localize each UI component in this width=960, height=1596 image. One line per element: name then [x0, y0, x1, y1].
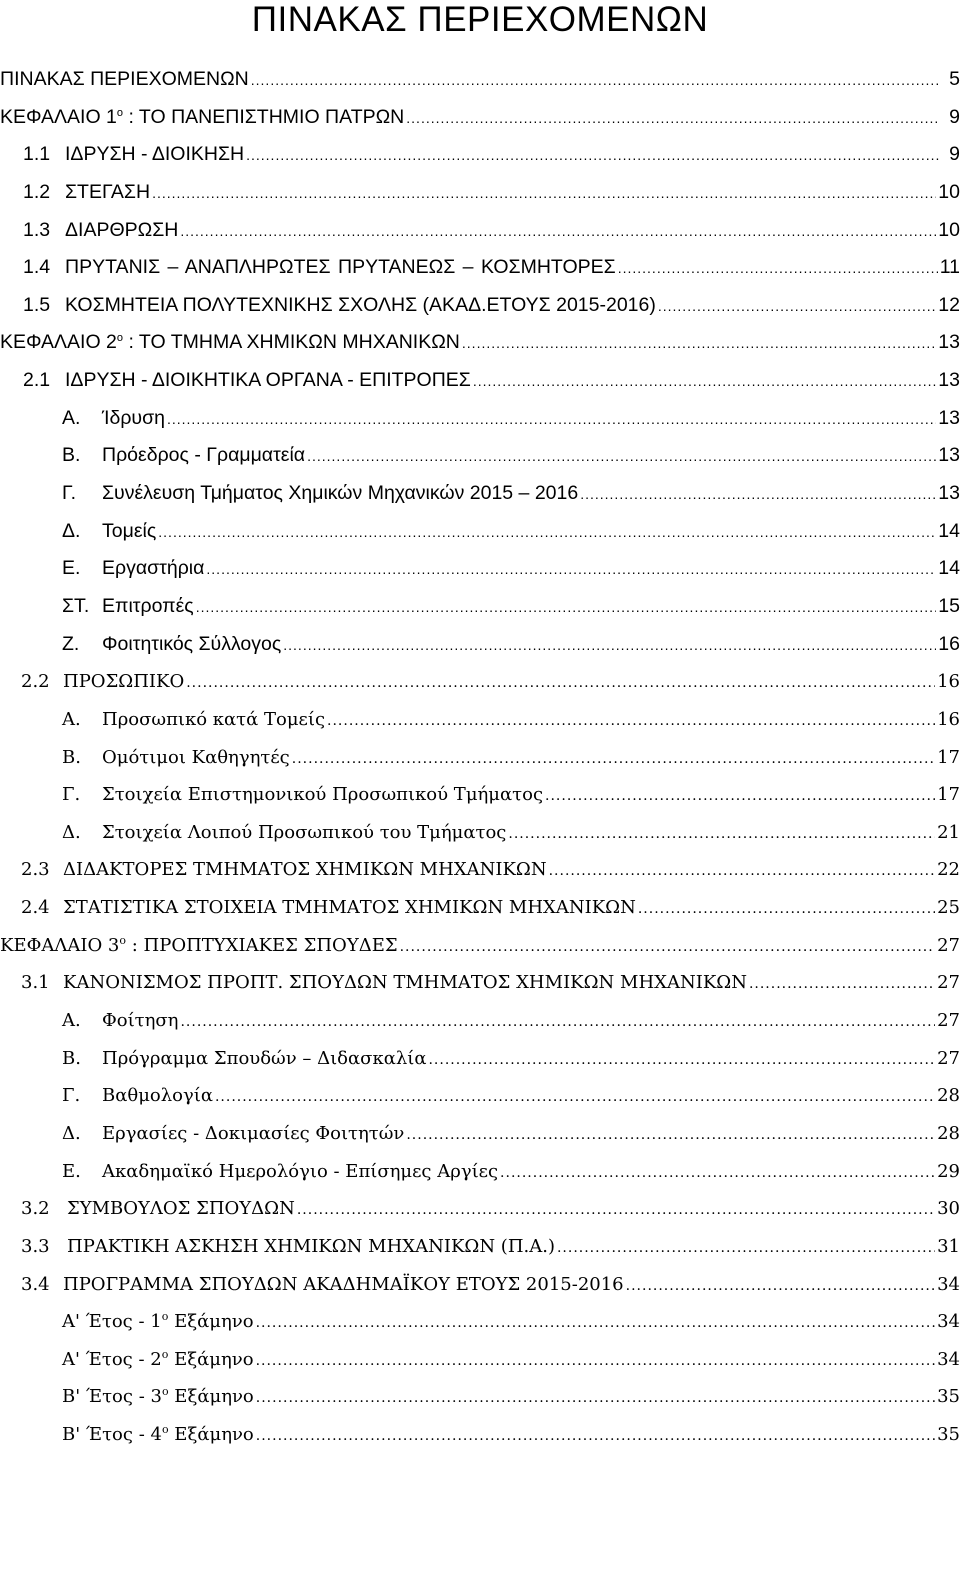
- toc-entry[interactable]: [0, 475, 960, 513]
- toc-entry-label: Α' Έτος - $1^o$ Εξάμηνο: [62, 1310, 254, 1333]
- page-title: ΠΙΝΑΚΑΣ ΠΕΡΙΕΧΟΜΕΝΩΝ: [251, 0, 709, 39]
- toc-entry-number: 2.3: [21, 859, 50, 881]
- toc-entry[interactable]: [0, 1303, 960, 1341]
- leader-dots: [549, 853, 935, 890]
- toc-entry-page: 9: [949, 143, 960, 166]
- toc-entry-page: 5: [949, 68, 960, 90]
- leader-dots: [618, 250, 938, 287]
- toc-entry-page: 27: [937, 1047, 960, 1069]
- leader-dots: [256, 1343, 936, 1380]
- toc-entry-label: Στοιχεία Επιστημονικού Προσωπικού Τμήματος: [102, 784, 544, 806]
- leader-dots: [406, 100, 940, 137]
- toc-entry-number: Ε.: [62, 1160, 81, 1182]
- leader-dots: [297, 1192, 935, 1229]
- toc-entry-label: ΠΡΑΚΤΙΚΗ ΑΣΚΗΣΗ ΧΗΜΙΚΩΝ ΜΗΧΑΝΙΚΩΝ (Π.Α.): [67, 1235, 555, 1257]
- toc-entry-page: 35: [937, 1386, 960, 1408]
- toc-entry[interactable]: [0, 249, 960, 287]
- toc-entry[interactable]: [0, 1040, 960, 1078]
- toc-entry-label: Εργασίες - Δοκιμασίες Φοιτητών: [102, 1122, 405, 1144]
- toc-entry-label: ΚΕΦΑΛΑΙΟ $2^o$ : ΤΟ ΤΜΗΜΑ ΧΗΜΙΚΩΝ ΜΗΧΑΝΙΚΩΝ: [0, 331, 460, 354]
- toc-entry-number: Δ.: [62, 1122, 81, 1144]
- leader-dots: [462, 325, 936, 362]
- toc-entry-number: Α.: [62, 708, 81, 730]
- leader-dots: [180, 1004, 935, 1041]
- leader-dots: [215, 1079, 935, 1116]
- toc-entry[interactable]: [0, 287, 960, 325]
- toc-entry-number: Β.: [62, 1047, 81, 1069]
- toc-entry-page: 17: [937, 784, 960, 806]
- toc-entry-page: 27: [937, 1010, 960, 1032]
- toc-entry-page: 34: [937, 1348, 960, 1370]
- toc-entry-page: 28: [937, 1085, 960, 1107]
- toc-entry-label: ΣΥΜΒΟΥΛΟΣ ΣΠΟΥΔΩΝ: [67, 1198, 295, 1220]
- toc-entry-page: 35: [937, 1424, 960, 1446]
- toc-entry-number: 3.2: [21, 1198, 50, 1220]
- toc-entry-number: Α.: [62, 406, 81, 429]
- toc-entry-page: 10: [938, 180, 960, 203]
- toc-entry-label: Φοιτητικός Σύλλογος: [102, 632, 282, 655]
- toc-entry-number: 2.4: [21, 897, 50, 919]
- toc-entry-page: 13: [938, 331, 960, 354]
- toc-entry[interactable]: [0, 1077, 960, 1115]
- toc-entry[interactable]: [0, 362, 960, 400]
- toc-entry[interactable]: [0, 927, 960, 965]
- toc-entry-number: 3.1: [21, 972, 50, 994]
- toc-list: [0, 61, 960, 1454]
- toc-entry-label: Εργαστήρια: [102, 557, 205, 580]
- toc-entry-label: ΙΔΡΥΣΗ - ΔΙΟΙΚΗΣΗ: [65, 143, 245, 166]
- toc-entry-number: Δ.: [62, 821, 81, 843]
- leader-dots: [500, 1155, 935, 1192]
- toc-entry[interactable]: [0, 1153, 960, 1191]
- leader-dots: [256, 1380, 935, 1417]
- toc-entry[interactable]: [0, 626, 960, 664]
- leader-dots: [327, 703, 935, 740]
- toc-entry-page: 13: [938, 482, 960, 505]
- leader-dots: [292, 741, 935, 778]
- toc-entry-number: ΣΤ.: [62, 594, 90, 617]
- toc-entry-label: Ακαδημαϊκό Ημερολόγιο - Επίσημες Αργίες: [102, 1160, 499, 1182]
- toc-entry-page: 34: [937, 1311, 960, 1333]
- toc-entry-page: 17: [937, 746, 960, 768]
- leader-dots: [251, 62, 940, 99]
- toc-entry-page: 10: [938, 218, 960, 241]
- toc-entry-label: Στοιχεία Λοιπού Προσωπικού του Τμήματος: [102, 821, 507, 843]
- toc-entry-label: ΠΡΥΤΑΝΙΣ – ΑΝΑΠΛΗΡΩΤΕΣ ΠΡΥΤΑΝΕΩΣ – ΚΟΣΜΗΤΟΡΕΣ: [65, 256, 616, 279]
- toc-entry-label: Τομείς: [102, 519, 157, 542]
- leader-dots: [283, 627, 936, 664]
- toc-entry-page: 28: [937, 1122, 960, 1144]
- toc-entry[interactable]: [0, 400, 960, 438]
- toc-entry-page: 27: [937, 972, 960, 994]
- toc-entry[interactable]: [0, 1266, 960, 1304]
- toc-entry[interactable]: [0, 550, 960, 588]
- toc-entry-page: 25: [937, 897, 960, 919]
- toc-entry[interactable]: [0, 513, 960, 551]
- toc-entry[interactable]: [0, 1190, 960, 1228]
- leader-dots: [196, 589, 937, 626]
- leader-dots: [545, 778, 935, 815]
- toc-entry-page: 22: [937, 859, 960, 881]
- toc-entry-label: ΠΡΟΣΩΠΙΚΟ: [63, 671, 185, 693]
- toc-entry-label: Α' Έτος - $2^o$ Εξάμηνο: [62, 1347, 254, 1370]
- leader-dots: [428, 1042, 935, 1079]
- toc-entry-number: Δ.: [62, 519, 81, 542]
- toc-entry-number: Β.: [62, 746, 81, 768]
- toc-entry[interactable]: [0, 964, 960, 1002]
- toc-entry-number: 1.1: [23, 143, 51, 166]
- toc-entry[interactable]: [0, 588, 960, 626]
- toc-entry[interactable]: [0, 701, 960, 739]
- toc-entry-label: ΙΔΡΥΣΗ - ΔΙΟΙΚΗΤΙΚΑ ΟΡΓΑΝΑ - ΕΠΙΤΡΟΠΕΣ: [65, 369, 471, 392]
- toc-entry-number: Γ.: [62, 482, 77, 505]
- toc-entry[interactable]: [0, 324, 960, 362]
- toc-entry-page: 34: [937, 1273, 960, 1295]
- toc-entry-label: ΔΙΔΑΚΤΟΡΕΣ ΤΜΗΜΑΤΟΣ ΧΗΜΙΚΩΝ ΜΗΧΑΝΙΚΩΝ: [63, 859, 547, 881]
- toc-entry-label: ΚΕΦΑΛΑΙΟ $3^o$ : ΠΡΟΠΤΥΧΙΑΚΕΣ ΣΠΟΥΔΕΣ: [0, 933, 398, 956]
- toc-entry-page: 16: [938, 632, 960, 655]
- toc-entry-label: Επιτροπές: [102, 594, 194, 617]
- toc-entry-label: Ομότιμοι Καθηγητές: [102, 746, 290, 768]
- toc-entry-label: Β' Έτος - $4^o$ Εξάμηνο: [62, 1423, 254, 1446]
- leader-dots: [256, 1418, 935, 1455]
- toc-entry-page: 15: [938, 594, 960, 617]
- toc-entry-page: 29: [937, 1160, 960, 1182]
- leader-dots: [186, 665, 935, 702]
- leader-dots: [749, 966, 935, 1003]
- toc-entry-number: Β.: [62, 444, 81, 467]
- toc-entry[interactable]: [0, 851, 960, 889]
- toc-entry[interactable]: [0, 739, 960, 777]
- leader-dots: [152, 175, 936, 212]
- leader-dots: [406, 1117, 935, 1154]
- toc-entry-number: 1.4: [23, 256, 51, 279]
- leader-dots: [246, 137, 940, 174]
- toc-entry-label: ΣΤΕΓΑΣΗ: [65, 180, 151, 203]
- toc-entry[interactable]: [0, 776, 960, 814]
- toc-entry-number: 3.3: [21, 1235, 50, 1257]
- toc-entry-page: 27: [937, 934, 960, 956]
- toc-entry[interactable]: [0, 99, 960, 137]
- toc-entry-label: ΚΑΝΟΝΙΣΜΟΣ ΠΡΟΠΤ. ΣΠΟΥΔΩΝ ΤΜΗΜΑΤΟΣ ΧΗΜΙΚΩΝ ΜΗΧΑΝΙΚΩΝ: [63, 972, 747, 994]
- toc-entry-page: 13: [938, 369, 960, 392]
- leader-dots: [400, 929, 936, 966]
- toc-entry-label: ΣΤΑΤΙΣΤΙΚΑ ΣΤΟΙΧΕΙΑ ΤΜΗΜΑΤΟΣ ΧΗΜΙΚΩΝ ΜΗΧΑΝΙΚΩΝ: [63, 897, 636, 919]
- toc-entry-label: Πρόγραμμα Σπουδών – Διδασκαλία: [102, 1047, 427, 1069]
- toc-entry-page: 14: [938, 519, 960, 542]
- leader-dots: [473, 363, 936, 400]
- leader-dots: [580, 476, 936, 513]
- toc-entry-page: 16: [937, 671, 960, 693]
- toc-entry-number: 1.2: [23, 180, 51, 203]
- leader-dots: [307, 438, 936, 475]
- toc-entry-page: 13: [938, 406, 960, 429]
- toc-entry-page: 12: [938, 293, 960, 316]
- toc-entry-label: Συνέλευση Τμήματος Χημικών Μηχανικών 2015 – 2016: [102, 482, 579, 505]
- toc-entry-label: Ίδρυση: [102, 406, 165, 429]
- toc-entry[interactable]: [0, 212, 960, 250]
- leader-dots: [658, 288, 936, 325]
- toc-entry[interactable]: [0, 1341, 960, 1379]
- toc-entry-label: Β' Έτος - $3^o$ Εξάμηνο: [62, 1385, 254, 1408]
- toc-entry[interactable]: [0, 136, 960, 174]
- toc-entry-number: Α.: [62, 1010, 81, 1032]
- toc-entry-number: Γ.: [62, 784, 81, 806]
- leader-dots: [158, 514, 936, 551]
- toc-entry-page: 21: [937, 821, 960, 843]
- toc-entry[interactable]: [0, 1228, 960, 1266]
- leader-dots: [206, 551, 936, 588]
- toc-entry-page: 16: [937, 708, 960, 730]
- leader-dots: [180, 213, 936, 250]
- toc-entry-number: Γ.: [62, 1085, 81, 1107]
- toc-entry[interactable]: [0, 61, 960, 99]
- toc-entry[interactable]: [0, 437, 960, 475]
- leader-dots: [256, 1305, 936, 1342]
- leader-dots: [557, 1230, 935, 1267]
- toc-entry-label: ΠΙΝΑΚΑΣ ΠΕΡΙΕΧΟΜΕΝΩΝ: [0, 68, 249, 90]
- toc-entry-page: 13: [938, 444, 960, 467]
- toc-entry-page: 30: [937, 1198, 960, 1220]
- toc-entry-label: Βαθμολογία: [102, 1085, 213, 1107]
- leader-dots: [626, 1268, 935, 1305]
- leader-dots: [167, 401, 936, 438]
- toc-entry-label: ΠΡΟΓΡΑΜΜΑ ΣΠΟΥΔΩΝ ΑΚΑΔΗΜΑΪΚΟΥ ΕΤΟΥΣ 2015-2016: [63, 1273, 624, 1295]
- toc-entry[interactable]: [0, 889, 960, 927]
- toc-entry-number: 3.4: [21, 1273, 50, 1295]
- toc-entry-number: 2.2: [21, 671, 50, 693]
- toc-entry-page: 9: [949, 105, 960, 128]
- toc-entry[interactable]: [0, 814, 960, 852]
- toc-entry[interactable]: [0, 1416, 960, 1454]
- toc-entry[interactable]: [0, 1378, 960, 1416]
- toc-entry-label: ΚΟΣΜΗΤΕΙΑ ΠΟΛΥΤΕΧΝΙΚΗΣ ΣΧΟΛΗΣ (ΑΚΑΔ.ΕΤΟΥΣ 2015-2016): [65, 293, 656, 316]
- toc-entry-number: 1.3: [23, 218, 51, 241]
- toc-entry-number: Ε.: [62, 557, 81, 580]
- toc-entry-label: Φοίτηση: [102, 1010, 179, 1032]
- toc-entry-page: 14: [938, 557, 960, 580]
- toc-entry-number: Ζ.: [62, 632, 80, 655]
- toc-entry-page: 31: [937, 1235, 960, 1257]
- toc-entry[interactable]: [0, 1115, 960, 1153]
- toc-entry[interactable]: [0, 663, 960, 701]
- toc-entry-number: 2.1: [23, 369, 51, 392]
- toc-entry-number: 1.5: [23, 293, 51, 316]
- leader-dots: [508, 816, 935, 853]
- leader-dots: [638, 891, 935, 928]
- toc-entry[interactable]: [0, 1002, 960, 1040]
- toc-entry-label: ΔΙΑΡΘΡΩΣΗ: [65, 218, 179, 241]
- toc-entry-label: Πρόεδρος - Γραμματεία: [102, 444, 306, 467]
- toc-entry-label: ΚΕΦΑΛΑΙΟ $1^o$ : ΤΟ ΠΑΝΕΠΙΣΤΗΜΙΟ ΠΑΤΡΩΝ: [0, 105, 405, 128]
- toc-entry-page: 11: [939, 256, 960, 279]
- toc-entry-label: Προσωπικό κατά Τομείς: [102, 708, 326, 730]
- toc-entry[interactable]: [0, 174, 960, 212]
